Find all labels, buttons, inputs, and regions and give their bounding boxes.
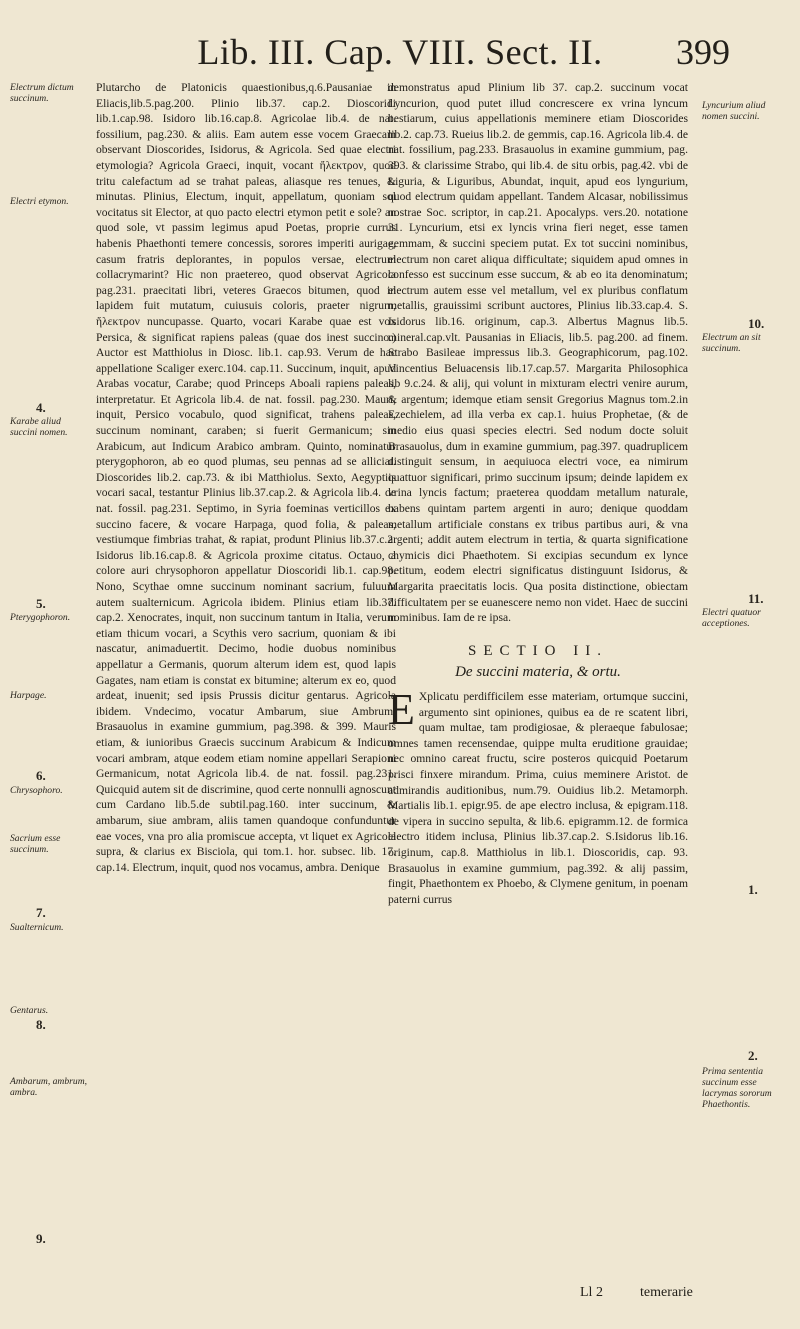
right-text-column	[388, 80, 688, 907]
page-title: Lib. III. Cap. VIII. Sect. II.	[197, 32, 603, 72]
margin-note: Chrysophoro.	[10, 785, 63, 796]
margin-note: Prima sententia succinum esse lacrymas sororum Phaethontis.	[702, 1066, 772, 1110]
paragraph: Plutarcho de Platonicis quaestionibus,q.6.Pausaniae in Eliacis,lib.5.pag.200. Plinio lib.37. cap.2. Dioscoridi lib.1.cap.98. Isidoro lib.16.cap.8. Agricolae lib.4. de nat. fossilium, pag.230. & aliis. Eam autem esse vocem Graecam observant Dioscorides, Isidorus, & Agricola. Sed quae electri etymologia? Agricola Graeci, inquit, vocant ἤλεκτρον, quod tritu calefactum ad se trahat paleas, aliasque res tenues, & minutas. Plinius, Electum, inquit, appellatum, quoniam sol vocitatus sit Elector, at quo pacto electri etymon petit e sole? an quod sole, vt passim legimus apud Poetas, proprie currus habenis Phaethonti temere concessis, sorores imperiti aurigae, casum fratris deplorantes, in populos versae, electrum collacrymarint? Hic non praetereo, quod observat Agricola pag.231. praecitati libri, veteres Graecos bitumen, quod in lapidem fuit mutatum, cuiusuis coloris, praeter nigrum, ἤλεκτρον nuncupasse. Quarto, vocari Karabe quae est vox Persica, & significat rapiens paleas (quae dos inest succino.) Auctor est Matthiolus in Diosc. lib.1. cap.93. Verum de hac appellatione Scaliger exerc.104. cap.11. Succinum, inquit, apud Arabas vocatur, Carabe; quod Princeps Aboali rapiens paleas, interpretatur. Et Agricola lib.4. de nat. fossil. pag.230. Mauri, inquit, Persico vocabulo, quod significat, trahens paleas, succinum nominant, caraben; si fuerit Germanicum; sin Arabicum, aut Indicum Arabico ambram. Quinto, nominatur pterygophoron, ab eo quod plumas, seu pennas ad se alliciat. Dioscorides lib.2. cap.73. & ibi Matthiolus. Sexto, Aegyptiis vocari sacal, testantur Plinius lib.37.cap.2. & Agricola lib.4. de nat. fossil. pag.231. Septimo, in Syria foeminas verticillos ex succino facere, & vocare Harpaga, quod folia, & paleas, vestiumque fimbrias trahat, & rapiat, produnt Plinius lib.37.c.2. Isidorus lib.16.cap.8. & Agricola proxime citatus. Octauo, a colore auri chrysophoron appellatur Dioscoridi lib.1. cap.98. Nono, Scythae omne succinum nominant sacrium, fuluum autem sualternicum. Agricola ibidem. Plinius etiam lib.37. cap.2. Xenocrates, inquit, non succinum tantum in Italia, verum etiam thicum vocari, a Scythis vero sacrium, quoniam & ibi nascatur, animaduertit. Decimo, hodie duobus nominibus appellatur a Germanis, quorum alterum idem est, quod lapis Gagates, nam etiam is constat ex bitumine; alterum ex eo, quod ardeat, inuenit; sed ipsis Prussis dicitur gentarus. Agricola ibidem. Vndecimo, vocatur Ambarum, siue Ambrum, Brasauolus in examine gummium, pag.398. & 399. Mauris etiam, & iunioribus Graecis succinum Arabicum & Indicum vocari ambram, atque eodem etiam nomine appellari Serapioni Germanicum, notat Agricola lib.4. de nat. fossil. pag.231. Quicquid autem sit de discrimine, quod certe nonnulli agnoscunt cum Cardano lib.5.de subtil.pag.160. inter succinum, & ambarum, siue ambram, aliis tamen quandoque confunduntur eae voces, vna pro alia promiscue accepta, vt liquet ex Agricola supra, & clarius ex Bisciola, qui tom.1. hor. subsec. lib. 17. cap.14. Electrum, inquit, quod nos vocamus, ambra. Denique	[96, 81, 396, 874]
margin-note: Electrum an sit succinum.	[702, 332, 761, 354]
paragraph-text: Xplicatu perdifficilem esse materiam, ortumque succini, argumento sint opiniones, quibus ea de re scatent libri, quam multae, tam prodigiosae, & pleraeque fabulosae; omnes tamen recensendae, quippe multa eruditione grauidae; nec omnino careat fructu, scire posteros quicquid Poetarum prisci finxere mirandum. Prima, cuius meminere Aristot. de admirandis auditionibus, num.79. Ouidius lib.2. Metamorph. Martialis lib.1. epigr.95. de ape electro inclusa, & epigram.118. de vipera in succino sepulta, & lib.6. epigramm.12. de formica electro itidem inclusa, Plinius lib.37.cap.2. S.Isidorus lib.16. originum, cap.8. Matthiolus in lib.1. Dioscoridis, cap. 93. Brasauolus in examine gummium, pag.392. & alij passim, fingit, Phaethontem ex Phoebo, & Clymene genitum, in poenam paterni currus	[388, 689, 688, 906]
catchword: temerarie	[640, 1285, 693, 1300]
margin-note: Sualternicum.	[10, 922, 64, 933]
left-text-column	[96, 80, 396, 875]
margin-note: Harpage.	[10, 690, 47, 701]
margin-note: Lyncurium aliud nomen succini.	[702, 100, 766, 122]
page-number: 399	[676, 32, 730, 72]
section-heading: SECTIO II.	[468, 642, 608, 659]
margin-note: Electrum dictum succinum.	[10, 82, 74, 104]
margin-number: 5.	[36, 596, 46, 611]
running-header	[0, 32, 800, 72]
margin-number: 7.	[36, 905, 46, 920]
margin-note: Sacrium esse succinum.	[10, 833, 61, 855]
margin-number: 11.	[748, 591, 764, 606]
margin-number: 1.	[748, 882, 758, 897]
margin-number: 6.	[36, 768, 46, 783]
margin-number: 10.	[748, 316, 765, 331]
margin-number: 4.	[36, 400, 46, 415]
margin-note: Karabe aliud succini nomen.	[10, 416, 68, 438]
margin-note: Electri etymon.	[10, 196, 69, 207]
paragraph: demonstratus apud Plinium lib 37. cap.2. succinum vocat Lyncurion, quod putet illud concrescere ex vrina lyncum bestiarum, cuius appellationis meminere etiam Dioscorides lib.2. cap.73. Rueius lib.2. de gemmis, cap.16. Agricola lib.4. de nat. fossilium, pag.233. Brasauolus in examine gummium, pag. 393. & clarissime Strabo, qui lib.4. de situ orbis, pag.42. vbi de Liguria, & Liguribus, Abundat, inquit, apud eos lyngurium, quod electrum quidam appellant. Tandem Alcasar, nobilissimus nostrae Soc. scriptor, in cap.21. Apocalyps. vers.20. notatione 31. Lyncurium, etsi ex lyncis vrina fieri neget, esse tamen gemmam, & succini speciem putat. Ex tot succini nominibus, electrum non caret aliqua difficultate; siquidem apud omnes in confesso est succinum esse succum, & ab eo ita denominatum; electrum autem esse vel metallum, vel ex pluribus conflatum metallis, grauissimi scribunt auctores, Plinius lib.33.cap.4. S. Isidorus lib.16. originum, cap.3. Albertus Magnus lib.5. mineral.cap.vlt. Pausanias in Eliacis, lib.5. pag.200. ad finem. Strabo Basileae impressus lib.3. Geographicorum, pag.102. Vincentius Beluacensis lib.17.cap.57. Margarita Philosophica lib 9.c.24. & alij, qui volunt in mixturam electri venire aurum, & argentum; idemque etiam sensit Gregorius Magnus tom.2.in Ezechielem, ad illa verba ex cap.1. huius Prophetae, (& de medio eius quasi species electri. Sed nodum docte soluit Brasauolus, dum in examine gummium, pag.397. quadruplicem distinguit sensum, in aequiuoca electri voce, ea nimirum quattuor significari, primo succinum ipsum; deinde lapidem ex vrina lyncis factum; praeterea quoddam metallum naturale, habens quintam partem argenti in auro; denique quoddam metallum artificiale constans ex tribus partibus auri, & vna argenti; addit autem electrum in tertia, & quarta significatione chymicis dici Phaethotem. Si excipias secundum ex lynce petitum, eodem electri significatus distinguunt Isidorus, & Margarita praecitatis locis. Qua posita distinctione, obiectam difficultatem per se euanescere nemo non videt. Haec de succini nominibus. Iam de re ipsa.	[388, 81, 688, 625]
signature-mark: Ll 2	[580, 1285, 603, 1300]
paragraph	[388, 684, 688, 907]
margin-number: 8.	[36, 1017, 46, 1032]
margin-note: Ambarum, ambrum, ambra.	[10, 1076, 88, 1098]
drop-cap: E	[388, 684, 415, 734]
margin-number: 9.	[36, 1231, 46, 1246]
margin-note: Pterygophoron.	[10, 612, 71, 623]
margin-note: Gentarus.	[10, 1005, 49, 1016]
margin-note: Electri quatuor acceptiones.	[702, 607, 761, 629]
section-title: De succini materia, & ortu.	[455, 664, 621, 681]
margin-number: 2.	[748, 1048, 758, 1063]
